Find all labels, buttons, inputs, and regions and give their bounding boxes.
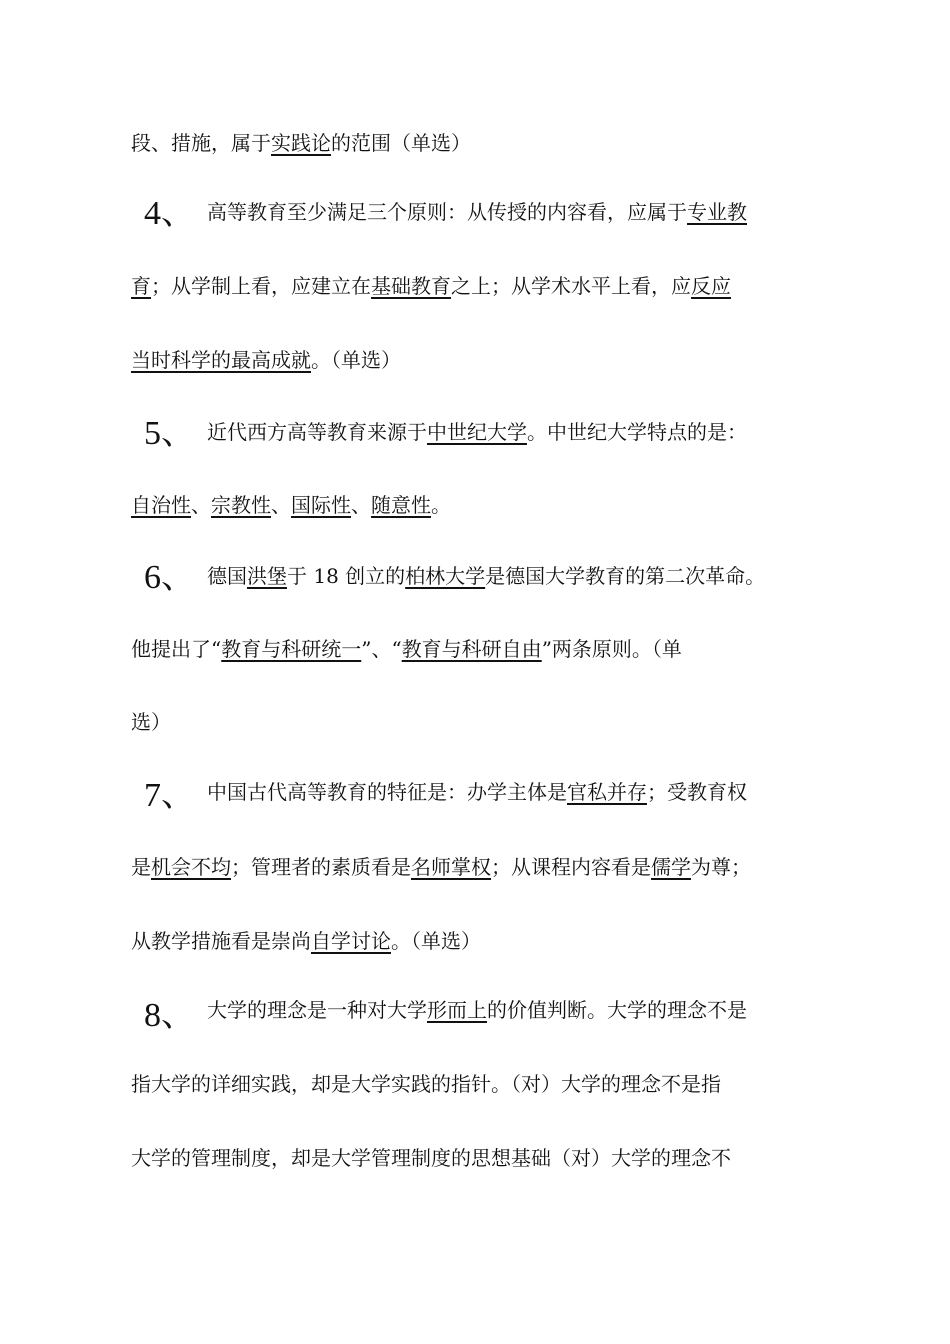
- q8-line-c: 大学的管理制度，却是大学管理制度的思想基础（对）大学的理念不: [131, 1146, 731, 1170]
- q7-line-c: [131, 927, 481, 955]
- underlined-answer: 儒学: [651, 855, 691, 879]
- text-segment: 。（单选）: [311, 348, 401, 372]
- q4-line-b: [131, 272, 731, 300]
- q7-line-b: [131, 853, 751, 881]
- underlined-answer: 柏林大学: [405, 564, 486, 588]
- underlined-answer: 教育与科研自由: [401, 637, 542, 661]
- q5-line-b: [131, 491, 451, 519]
- text-segment: 为尊；: [691, 855, 751, 879]
- text-segment: 于 18 创立的: [287, 564, 406, 588]
- text-segment: 之上；从学术水平上看，应: [451, 274, 691, 298]
- text-segment: 。（单选）: [391, 929, 481, 953]
- question-number-8: 8、: [144, 997, 195, 1034]
- underlined-answer: 自治性: [131, 493, 191, 517]
- question-number-6: 6、: [144, 559, 195, 596]
- text-line-1: [131, 129, 471, 157]
- underlined-answer: 教育与科研统一: [221, 637, 362, 661]
- q8-line-a: [207, 996, 747, 1024]
- text-segment: 、: [351, 493, 371, 517]
- text-segment: ；管理者的素质看是: [231, 855, 411, 879]
- text-segment: 、: [271, 493, 291, 517]
- text-segment: 段、措施，属于: [131, 131, 271, 155]
- text-segment: 的价值判断。大学的理念不是: [487, 998, 747, 1022]
- question-number-4: 4、: [144, 195, 195, 232]
- underlined-answer: 宗教性: [211, 493, 271, 517]
- underlined-answer: 随意性: [371, 493, 431, 517]
- underlined-answer: 洪堡: [247, 564, 287, 588]
- text-segment: ”两条原则。（单: [541, 637, 682, 661]
- underlined-answer: 形而上: [427, 998, 487, 1022]
- question-number-7: 7、: [144, 777, 195, 814]
- text-segment: 。中世纪大学特点的是：: [527, 420, 747, 444]
- text-segment: 他提出了“: [131, 637, 222, 661]
- underlined-answer: 名师掌权: [411, 855, 491, 879]
- q6-line-c: 选）: [131, 710, 171, 734]
- q8-line-b: 指大学的详细实践，却是大学实践的指针。（对）大学的理念不是指: [131, 1072, 721, 1096]
- q6-line-b: [131, 635, 682, 663]
- text-segment: ；受教育权: [647, 780, 747, 804]
- text-segment: ；从课程内容看是: [491, 855, 651, 879]
- text-segment: 德国: [207, 564, 247, 588]
- q4-line-a: [207, 198, 747, 226]
- question-number-5: 5、: [144, 415, 195, 452]
- text-segment: 、: [191, 493, 211, 517]
- underlined-answer: 机会不均: [151, 855, 231, 879]
- underlined-answer: 育: [131, 274, 151, 298]
- text-segment: 中国古代高等教育的特征是：办学主体是: [207, 780, 567, 804]
- underlined-answer: 反应: [691, 274, 731, 298]
- underlined-answer: 基础教育: [371, 274, 451, 298]
- underlined-answer: 专业教: [687, 200, 747, 224]
- underlined-answer: 中世纪大学: [427, 420, 527, 444]
- text-segment: 大学的理念是一种对大学: [207, 998, 427, 1022]
- text-segment: 高等教育至少满足三个原则：从传授的内容看，应属于: [207, 200, 687, 224]
- text-segment: 从教学措施看是崇尚: [131, 929, 311, 953]
- underlined-answer: 当时科学的最高成就: [131, 348, 311, 372]
- text-segment: 是德国大学教育的第二次革命。: [485, 564, 766, 588]
- text-segment: ；从学制上看，应建立在: [151, 274, 371, 298]
- underlined-answer: 国际性: [291, 493, 351, 517]
- q7-line-a: [207, 778, 747, 806]
- text-segment: 的范围（单选）: [331, 131, 471, 155]
- text-segment: 。: [431, 493, 451, 517]
- text-segment: 是: [131, 855, 151, 879]
- underlined-answer: 官私并存: [567, 780, 647, 804]
- text-segment: 近代西方高等教育来源于: [207, 420, 427, 444]
- q4-line-c: [131, 346, 401, 374]
- text-segment: ”、“: [361, 637, 402, 661]
- underlined-answer: 实践论: [271, 131, 331, 155]
- underlined-answer: 自学讨论: [311, 929, 391, 953]
- q6-line-a: [207, 562, 765, 590]
- q5-line-a: [207, 418, 747, 446]
